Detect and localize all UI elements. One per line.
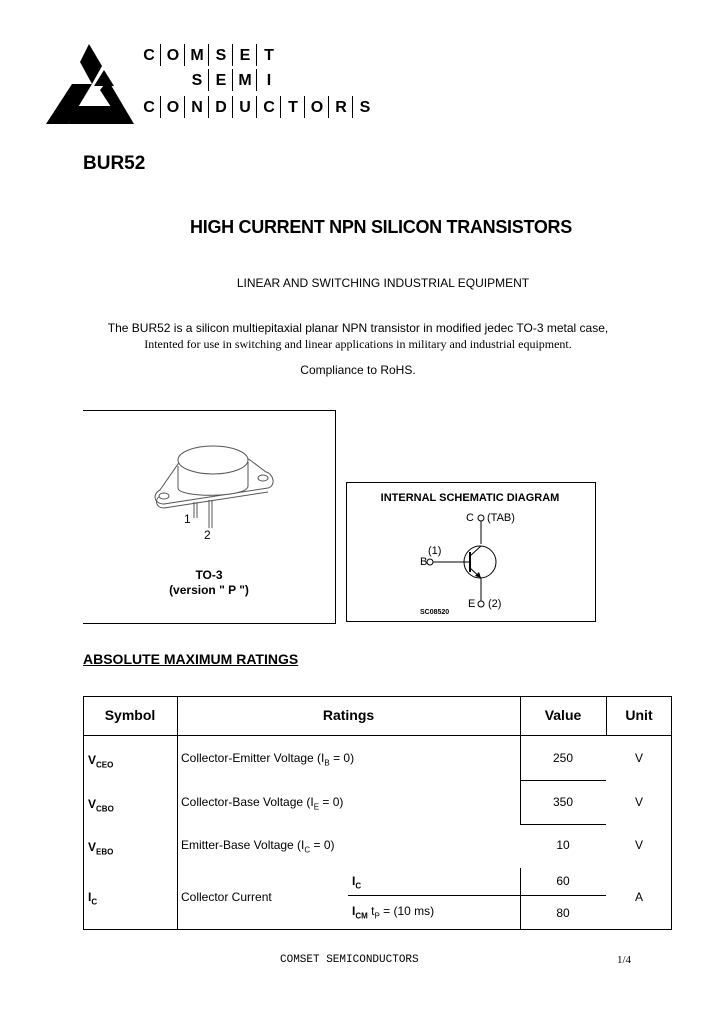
value-ic: 60 (556, 874, 570, 888)
schematic-title: INTERNAL SCHEMATIC DIAGRAM (380, 492, 560, 504)
logo-letter: O (166, 99, 180, 116)
ratings-table (83, 696, 672, 930)
logo-letter: O (310, 99, 324, 116)
package-version: (version " P ") (169, 583, 249, 597)
rating-vcbo: Collector-Base Voltage $(I_E = 0)$ (181, 795, 344, 812)
unit-vceo: V (634, 751, 643, 765)
description-line-2: Intented for use in switching and linear applications in military and industrial equipment. (144, 337, 572, 351)
logo-letter: E (239, 47, 251, 64)
header-value: Value (544, 707, 582, 723)
logo-letter: T (288, 99, 298, 116)
logo-letter: C (263, 99, 275, 116)
unit-vebo: V (634, 838, 643, 852)
symbol-ic-continuous: $I_C$ (352, 874, 362, 891)
rating-vebo: Emitter-Base Voltage $(I_C = 0)$ (181, 838, 335, 855)
value-vcbo: 350 (552, 795, 574, 809)
value-vebo: 10 (556, 838, 570, 852)
logo-letter: N (191, 99, 203, 116)
package-label (83, 568, 335, 598)
page-title: HIGH CURRENT NPN SILICON TRANSISTORS (190, 217, 572, 237)
logo-letter: C (143, 47, 155, 64)
logo-letter: D (215, 99, 227, 116)
page-number: 1/4 (617, 954, 632, 966)
logo-letter: R (335, 99, 347, 116)
pin-2-label: 2 (204, 528, 211, 542)
symbol-vebo: $V_{EBO}$ (88, 840, 114, 857)
schematic-code: SC08520 (420, 609, 450, 616)
subtitle: LINEAR AND SWITCHING INDUSTRIAL EQUIPMENT (236, 276, 530, 290)
symbol-ic: $I_C$ (88, 890, 98, 907)
logo-letter: S (359, 99, 371, 116)
logo-letter: S (215, 47, 227, 64)
logo-letter: S (191, 72, 203, 89)
logo-letter: I (266, 72, 272, 89)
section-heading: ABSOLUTE MAXIMUM RATINGS (83, 651, 299, 667)
description-line-1: The BUR52 is a silicon multiepitaxial planar NPN transistor in modified jedec TO-3 metal case, (107, 321, 609, 335)
value-icm: 80 (556, 906, 570, 920)
to3-package-icon (150, 438, 280, 528)
logo-letter: O (166, 47, 180, 64)
collector-label: C (466, 512, 474, 524)
base-label: B (420, 556, 428, 568)
collector-tab-label: (TAB) (487, 512, 515, 524)
value-vceo: 250 (552, 751, 574, 765)
emitter-label: E (468, 598, 476, 610)
symbol-vcbo: $V_{CBO}$ (88, 797, 114, 814)
part-number: BUR52 (83, 153, 146, 174)
logo-letter: U (239, 99, 251, 116)
logo-letter: M (190, 47, 204, 64)
logo-letter: C (143, 99, 155, 116)
logo-letter: E (215, 72, 227, 89)
rating-collector-current: Collector Current (181, 890, 272, 904)
logo-letter: M (238, 72, 252, 89)
comset-logo-icon (44, 44, 134, 124)
base-pin-label: (1) (428, 545, 442, 557)
header-symbol: Symbol (104, 707, 156, 723)
rating-vceo: Collector-Emitter Voltage $(I_B = 0)$ (181, 751, 355, 768)
symbol-vceo: $V_{CEO}$ (88, 753, 114, 770)
company-logo-text (138, 44, 378, 122)
npn-transistor-icon (420, 510, 520, 610)
compliance-note: Compliance to RoHS. (300, 363, 416, 377)
header-unit: Unit (625, 707, 653, 723)
unit-current: A (634, 890, 643, 904)
symbol-icm-pulse: $I_{CM}$ $t_P = (10$ ms) (352, 904, 435, 921)
unit-vcbo: V (634, 795, 643, 809)
logo-letter: T (264, 47, 274, 64)
emitter-pin-label: (2) (488, 598, 502, 610)
package-name: TO-3 (195, 568, 223, 582)
header-ratings: Ratings (322, 707, 375, 723)
pin-1-label: 1 (184, 512, 191, 526)
footer-company: COMSET SEMICONDUCTORS (280, 954, 419, 966)
